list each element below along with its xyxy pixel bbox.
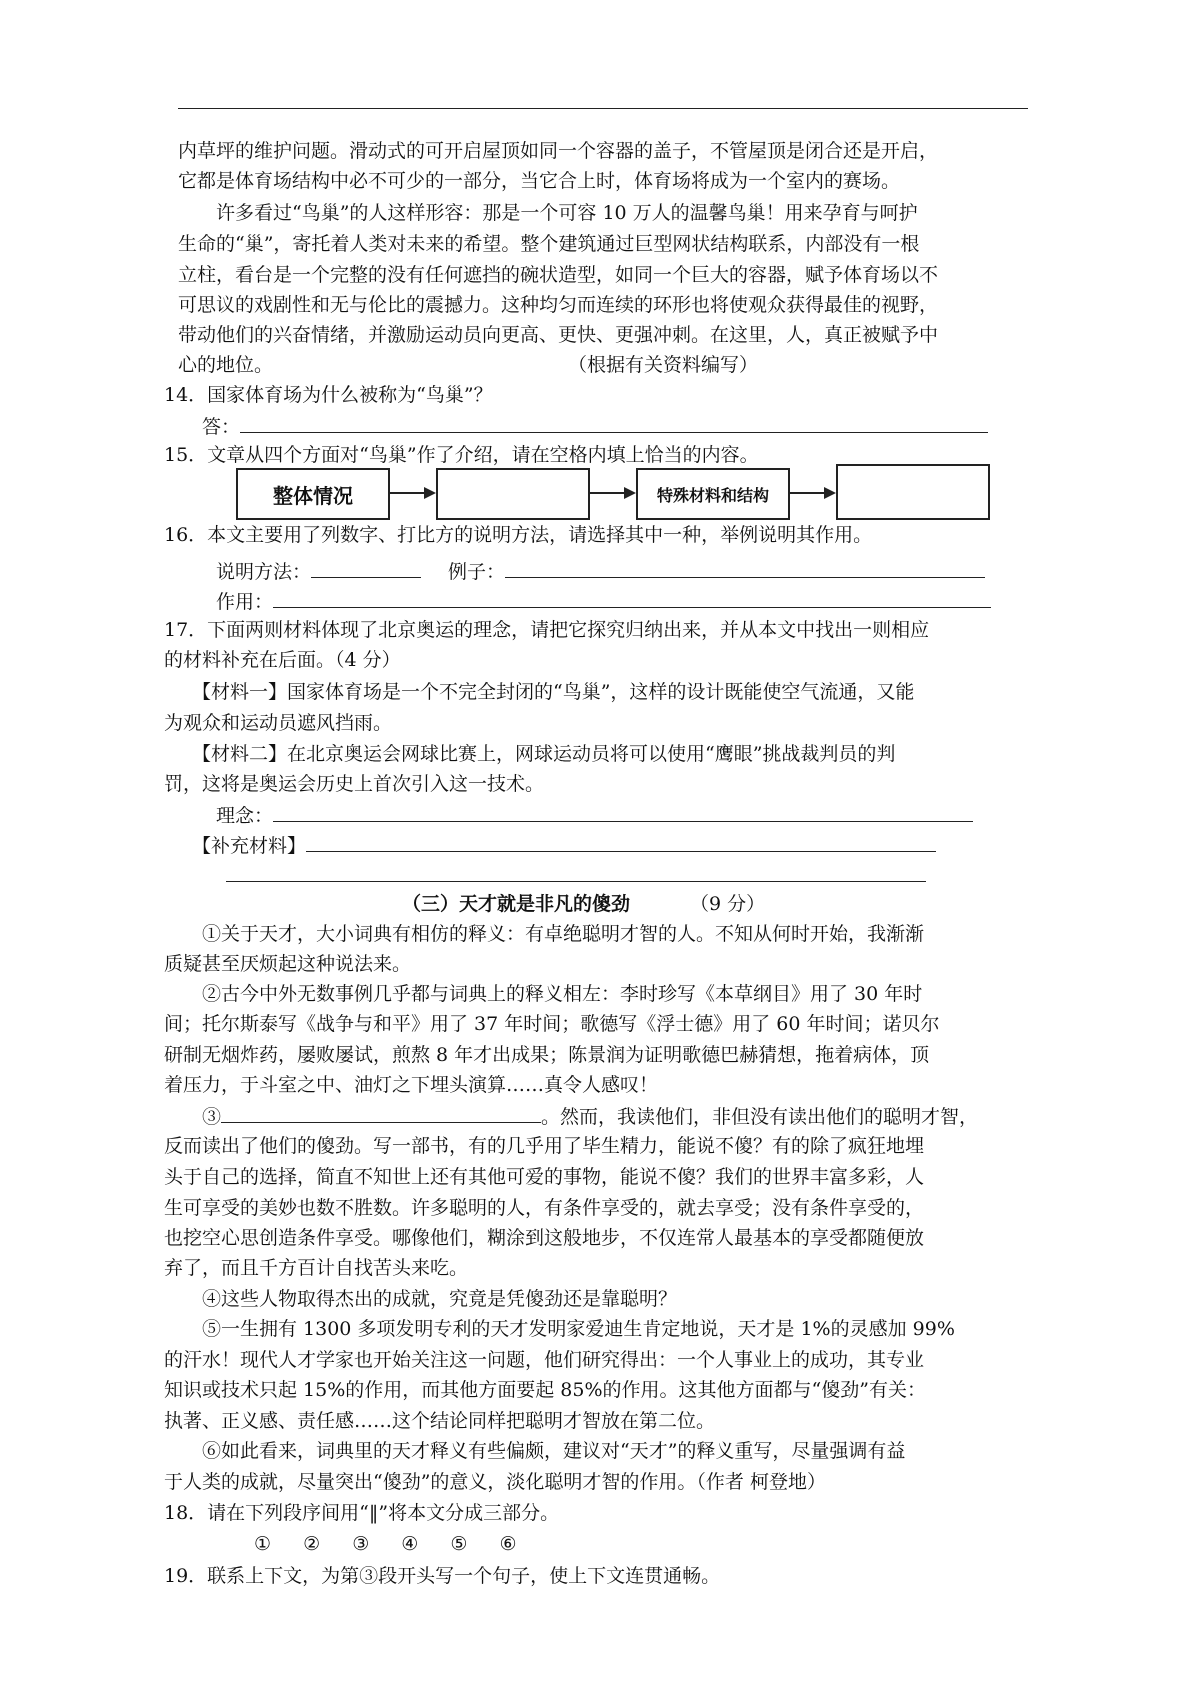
q16-example-row <box>448 557 985 585</box>
answer-14-blank[interactable] <box>240 412 988 433</box>
passage-line: 立柱，看台是一个完整的没有任何遮挡的碗状造型，如同一个巨大的容器，赋予体育场以不 <box>178 264 939 286</box>
paragraph-numbers <box>254 1531 543 1557</box>
question-15: 15．文章从四个方面对“鸟巢”作了介绍，请在空格内填上恰当的内容。 <box>164 444 759 466</box>
supplement-blank[interactable] <box>306 831 936 852</box>
section-score: （9 分） <box>690 893 766 915</box>
essay-line: ②古今中外无数事例几乎都与词典上的释义相左：李时珍写《本草纲目》用了 30 年时 <box>164 983 923 1005</box>
essay-line: 生可享受的美妙也数不胜数。许多聪明的人，有条件享受的，就去享受；没有条件享受的， <box>164 1197 925 1219</box>
flow-arrow <box>588 492 626 494</box>
essay-line: 执著、正义感、责任感……这个结论同样把聪明才智放在第二位。 <box>164 1410 716 1432</box>
p3-prefix: ③ <box>164 1106 222 1128</box>
question-19: 19．联系上下文，为第③段开头写一个句子，使上下文连贯通畅。 <box>164 1565 721 1587</box>
effect-label: 作用： <box>216 591 274 613</box>
essay-line: 的汗水！现代人才学家也开始关注这一问题，他们研究得出：一个人事业上的成功，其专业 <box>164 1349 925 1371</box>
example-label: 例子： <box>448 561 506 583</box>
passage-line: 生命的“巢”，寄托着人类对未来的希望。整个建筑通过巨型网状结构联系，内部没有一根 <box>178 233 920 255</box>
concept-blank[interactable] <box>273 801 973 822</box>
source-note: （根据有关资料编写） <box>568 354 759 376</box>
flow-box-materials: 特殊材料和结构 <box>636 468 790 520</box>
question-17: 的材料补充在后面。（4 分） <box>164 649 401 671</box>
answer-14 <box>202 412 988 440</box>
passage-line: 心的地位。 <box>178 354 274 376</box>
concept-row <box>216 801 973 829</box>
supplement-label: 【补充材料】 <box>192 835 307 857</box>
essay-line: 于人类的成就，尽量突出“傻劲”的意义，淡化聪明才智的作用。（作者 柯登地） <box>164 1471 826 1493</box>
supplement-blank-2[interactable] <box>226 861 926 882</box>
example-blank[interactable] <box>505 557 985 578</box>
header-rule <box>178 108 1028 109</box>
material-1: 【材料一】国家体育场是一个不完全封闭的“鸟巢”，这样的设计既能使空气流通，又能 <box>192 681 915 703</box>
arrow-head-icon <box>624 487 636 499</box>
paragraph-number[interactable]: ② <box>303 1533 321 1555</box>
material-1: 为观众和运动员遮风挡雨。 <box>164 712 393 734</box>
passage-line: 内草坪的维护问题。滑动式的可开启屋顶如同一个容器的盖子，不管屋顶是闭合还是开启， <box>178 140 939 162</box>
concept-label: 理念： <box>216 805 274 827</box>
essay-line: 反而读出了他们的傻劲。写一部书，有的几乎用了毕生精力，能说不傻？有的除了疯狂地埋 <box>164 1135 925 1157</box>
method-blank[interactable] <box>311 557 421 578</box>
paragraph-number[interactable]: ⑥ <box>499 1533 517 1555</box>
essay-line: ⑥如此看来，词典里的天才释义有些偏颇，建议对“天才”的释义重写，尽量强调有益 <box>164 1440 906 1462</box>
question-17: 17．下面两则材料体现了北京奥运的理念，请把它探究归纳出来，并从本文中找出一则相应 <box>164 619 930 641</box>
essay-line-p3 <box>164 1102 978 1130</box>
question-14: 14．国家体育场为什么被称为“鸟巢”？ <box>164 384 493 406</box>
essay-line: ④这些人物取得杰出的成就，究竟是凭傻劲还是靠聪明？ <box>164 1288 678 1310</box>
essay-line: 弃了，而且千方百计自找苦头来吃。 <box>164 1257 469 1279</box>
paragraph-number[interactable]: ⑤ <box>450 1533 468 1555</box>
essay-line: ①关于天才，大小词典有相仿的释义：有卓绝聪明才智的人。不知从何时开始，我渐渐 <box>164 923 925 945</box>
essay-line: ⑤一生拥有 1300 多项发明专利的天才发明家爱迪生肯定地说，天才是 1%的灵感加 99% <box>164 1318 955 1340</box>
q16-effect-row <box>216 587 991 615</box>
passage-line: 它都是体育场结构中必不可少的一部分，当它合上时，体育场将成为一个室内的赛场。 <box>178 170 901 192</box>
essay-line: 研制无烟炸药，屡败屡试，煎熬 8 年才出成果；陈景润为证明歌德巴赫猜想，拖着病体，顶 <box>164 1044 930 1066</box>
passage-line: 许多看过“鸟巢”的人这样形容：那是一个可容 10 万人的温馨鸟巢！用来孕育与呵护 <box>178 202 918 224</box>
section-title: （三）天才就是非凡的傻劲 <box>402 893 631 915</box>
essay-line: 也挖空心思创造条件享受。哪像他们，糊涂到这般地步，不仅连常人最基本的享受都随便放 <box>164 1227 925 1249</box>
essay-line: 着压力，于斗室之中、油灯之下埋头演算……真令人感叹！ <box>164 1074 659 1096</box>
passage-line: 带动他们的兴奋情绪，并激励运动员向更高、更快、更强冲刺。在这里，人，真正被赋予中 <box>178 324 939 346</box>
question-16: 16．本文主要用了列数字、打比方的说明方法，请选择其中一种，举例说明其作用。 <box>164 524 873 546</box>
essay-line: 知识或技术只起 15%的作用，而其他方面要起 85%的作用。这其他方面都与“傻劲”有关： <box>164 1379 926 1401</box>
paragraph-number[interactable]: ① <box>254 1533 272 1555</box>
passage-line: 可思议的戏剧性和无与伦比的震撼力。这种均匀而连续的环形也将使观众获得最佳的视野， <box>178 294 939 316</box>
paragraph-number[interactable]: ③ <box>352 1533 370 1555</box>
flow-box-blank-2[interactable] <box>836 464 990 520</box>
essay-line: 头于自己的选择，简直不知世上还有其他可爱的事物，能说不傻？我们的世界丰富多彩，人 <box>164 1166 925 1188</box>
q16-method-row <box>216 557 421 585</box>
flow-box-overall: 整体情况 <box>236 468 390 520</box>
supplement-row <box>192 831 936 859</box>
flow-box-blank-1[interactable] <box>436 468 590 520</box>
supplement-row-2 <box>226 861 926 889</box>
essay-line: 质疑甚至厌烦起这种说法来。 <box>164 953 412 975</box>
material-2: 罚，这将是奥运会历史上首次引入这一技术。 <box>164 773 545 795</box>
paragraph-number[interactable]: ④ <box>401 1533 419 1555</box>
arrow-head-icon <box>824 487 836 499</box>
flow-arrow <box>788 492 826 494</box>
question-18: 18．请在下列段序间用“‖”将本文分成三部分。 <box>164 1502 560 1524</box>
arrow-head-icon <box>424 487 436 499</box>
p3-sentence-blank[interactable] <box>221 1102 541 1123</box>
essay-line: 间；托尔斯泰写《战争与和平》用了 37 年时间；歌德写《浮士德》用了 60 年时间；诺贝尔 <box>164 1013 940 1035</box>
effect-blank[interactable] <box>273 587 991 608</box>
p3-after-blank: 。然而，我读他们，非但没有读出他们的聪明才智， <box>541 1106 979 1128</box>
material-2: 【材料二】在北京奥运会网球比赛上，网球运动员将可以使用“鹰眼”挑战裁判员的判 <box>192 743 896 765</box>
method-label: 说明方法： <box>216 561 312 583</box>
flow-arrow <box>388 492 426 494</box>
answer-label: 答： <box>202 416 241 438</box>
